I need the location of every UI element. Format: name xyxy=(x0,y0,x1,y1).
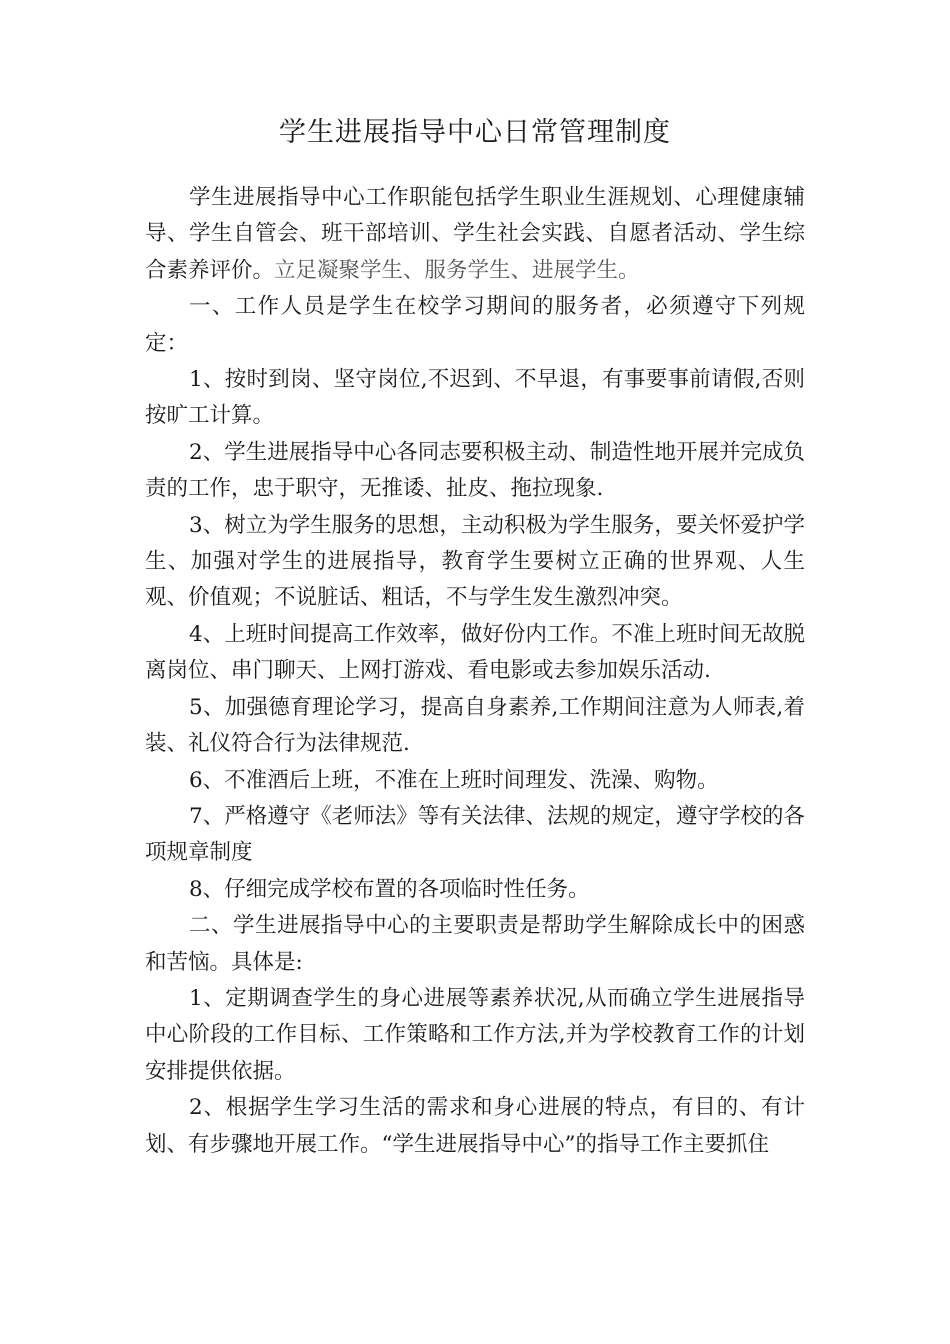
rule-item-8: 8、仔细完成学校布置的各项临时性任务。 xyxy=(189,876,590,902)
rule-item-2: 2、学生进展指导中心各同志要积极主动、制造性地开展并完成负责的工作，忠于职守，无推诿、扯皮、拖拉现象. xyxy=(145,439,805,502)
intro-main-text: 学生进展指导中心工作职能包括学生职业生涯规划、心理健康辅导、学生自管会、班干部培训、学生社会实践、自愿者活动、学生综合素养评价。 xyxy=(145,185,805,283)
intro-tail-text: 立足凝聚学生、服务学生、进展学生。 xyxy=(274,257,640,283)
document-body xyxy=(145,180,805,1163)
rule-item-3: 3、树立为学生服务的思想，主动积极为学生服务，要关怀爱护学生、加强对学生的进展指导，教育学生要树立正确的世界观、人生观、价值观；不说脏话、粗话，不与学生发生激烈冲突。 xyxy=(145,512,805,611)
section-two-heading: 二、学生进展指导中心的主要职责是帮助学生解除成长中的困惑和苦恼。具体是: xyxy=(145,913,805,975)
rule-item-5: 5、加强德育理论学习，提高自身素养,工作期间注意为人师表,着装、礼仪符合行为法律规范. xyxy=(145,694,805,757)
rule-item-1: 1、按时到岗、坚守岗位,不迟到、不早退，有事要事前请假,否则按旷工计算。 xyxy=(145,367,805,429)
duty-item-1: 1、定期调查学生的身心进展等素养状况,从而确立学生进展指导中心阶段的工作目标、工作策略和工作方法,并为学校教育工作的计划安排提供依据。 xyxy=(145,985,805,1084)
rule-item-4: 4、上班时间提高工作效率，做好份内工作。不准上班时间无故脱离岗位、串门聊天、上网打游戏、看电影或去参加娱乐活动. xyxy=(145,621,805,684)
duty-item-2: 2、根据学生学习生活的需求和身心进展的特点，有目的、有计划、有步骤地开展工作。“学生进展指导中心”的指导工作主要抓住 xyxy=(145,1095,805,1157)
rule-item-6: 6、不准酒后上班，不准在上班时间理发、洗澡、购物。 xyxy=(189,767,719,793)
document-title: 学生进展指导中心日常管理制度 xyxy=(279,117,671,148)
section-one-heading: 一、工作人员是学生在校学习期间的服务者，必须遵守下列规定： xyxy=(145,294,805,356)
intro-paragraph xyxy=(145,180,805,289)
rule-item-7: 7、严格遵守《老师法》等有关法律、法规的规定，遵守学校的各项规章制度 xyxy=(145,803,805,866)
